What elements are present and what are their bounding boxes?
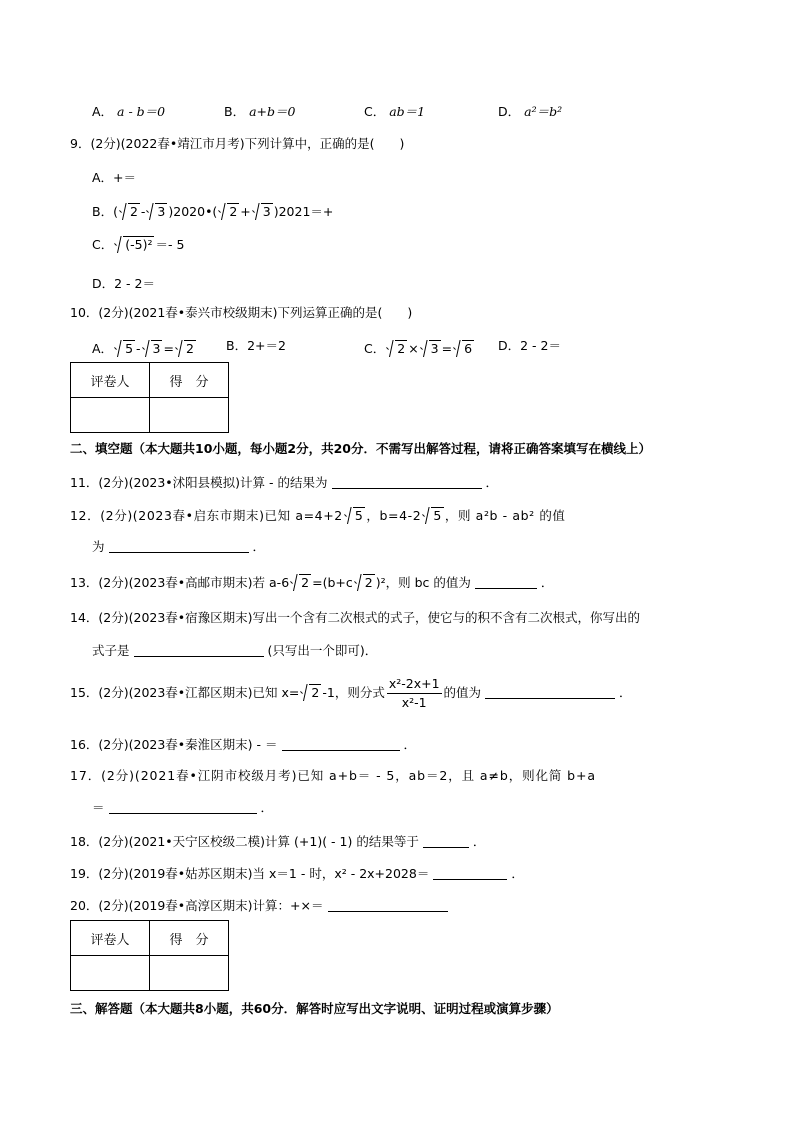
q16: 16．(2分)(2023春•秦淮区期末) - ＝ ． [70, 737, 417, 752]
q10-option-c: C． 2 × 3 = 6 [364, 341, 473, 356]
score-table-1 [70, 362, 229, 433]
q18: 18．(2分)(2021•天宁区校级二模)计算 (+1)( - 1) 的结果等于 ． [70, 834, 486, 849]
q14-line1: 14．(2分)(2023春•宿豫区期末)写出一个含有二次根式的式子，使它与的积不含有二次根式，你写出的 [70, 610, 641, 625]
q17-line2: ＝ ． [92, 800, 274, 815]
q11-answer-blank[interactable] [332, 476, 482, 489]
grader-header: 评卷人 [71, 363, 150, 398]
q10-option-b: B．2+＝2 [226, 338, 286, 353]
q17-answer-blank[interactable] [109, 801, 257, 814]
q20: 20．(2分)(2019春•高淳区期末)计算：+×＝ [70, 899, 452, 913]
q8-option-d: D． a²＝b² [498, 104, 563, 119]
score-table-2 [70, 920, 229, 991]
q12-answer-blank[interactable] [109, 540, 249, 553]
section-3-heading: 三、解答题（本大题共8小题，共60分．解答时应写出文字说明、证明过程或演算步骤） [70, 1001, 559, 1016]
q9-stem: 9．(2分)(2022春•靖江市月考)下列计算中，正确的是( ) [70, 136, 405, 151]
q11: 11．(2分)(2023•沭阳县模拟)计算 - 的结果为 ． [70, 475, 499, 490]
q10-option-d: D．2 - 2＝ [498, 338, 561, 353]
q19: 19．(2分)(2019春•姑苏区期末)当 x＝1 - 时，x² - 2x+2028＝ ． [70, 866, 524, 881]
q8-option-a: A． a - b＝0 [92, 104, 166, 119]
q8-option-c: C． ab＝1 [364, 104, 426, 119]
score-header: 得 分 [150, 921, 229, 956]
q10-stem: 10．(2分)(2021春•泰兴市校级期末)下列运算正确的是( ) [70, 305, 413, 320]
q14-line2: 式子是 (只写出一个即可)． [92, 643, 378, 658]
q20-answer-blank[interactable] [328, 899, 448, 912]
q15-answer-blank[interactable] [485, 686, 615, 699]
score-cell[interactable] [150, 398, 229, 433]
q10-option-a: A． 5 - 3 = 2 [92, 341, 194, 356]
q15-fraction: $\frac{\text{x²-2x+1}}{\text{x²-1}}$ [388, 676, 440, 710]
q18-answer-blank[interactable] [423, 835, 469, 848]
grader-header: 评卷人 [71, 921, 150, 956]
section-2-heading: 二、填空题（本大题共10小题，每小题2分，共20分．不需写出解答过程，请将正确答案填写在横线上） [70, 441, 651, 456]
q9-option-d: D．2 - 2＝ [92, 276, 155, 291]
score-header: 得 分 [150, 363, 229, 398]
q19-answer-blank[interactable] [433, 867, 507, 880]
q9-option-a: A．+＝ [92, 170, 137, 185]
q9-option-b: B．( 2 - 3 )2020•( 2 + 3 )2021＝+ [92, 204, 334, 219]
grader-cell[interactable] [71, 398, 150, 433]
q16-answer-blank[interactable] [282, 738, 400, 751]
q8-option-b: B． a+b＝0 [224, 104, 296, 119]
q13-answer-blank[interactable] [475, 576, 537, 589]
q12-line2: 为 ． [92, 539, 266, 554]
q15: 15．(2分)(2023春•江都区期末)已知 x= 2 -1，则分式 $\frac{\text{x²-2x+1}}{\text{x²-1}}$ 的值为 ． [70, 676, 632, 710]
q14-answer-blank[interactable] [134, 644, 264, 657]
q9-option-c: C． (-5)² ＝- 5 [92, 237, 185, 252]
score-cell[interactable] [150, 956, 229, 991]
q17-line1: 17．(2分)(2021春•江阴市校级月考)已知 a+b＝ - 5，ab＝2，且 a≠b，则化简 b+a [70, 768, 596, 783]
q12-line1: 12．(2分)(2023春•启东市期末)已知 a=4+2 5 ，b=4-2 5 ，则 a²b - ab² 的值 [70, 508, 566, 523]
q13: 13．(2分)(2023春•高邮市期末)若 a-6 2 =(b+c 2 )²，则 bc 的值为 ． [70, 575, 554, 590]
grader-cell[interactable] [71, 956, 150, 991]
